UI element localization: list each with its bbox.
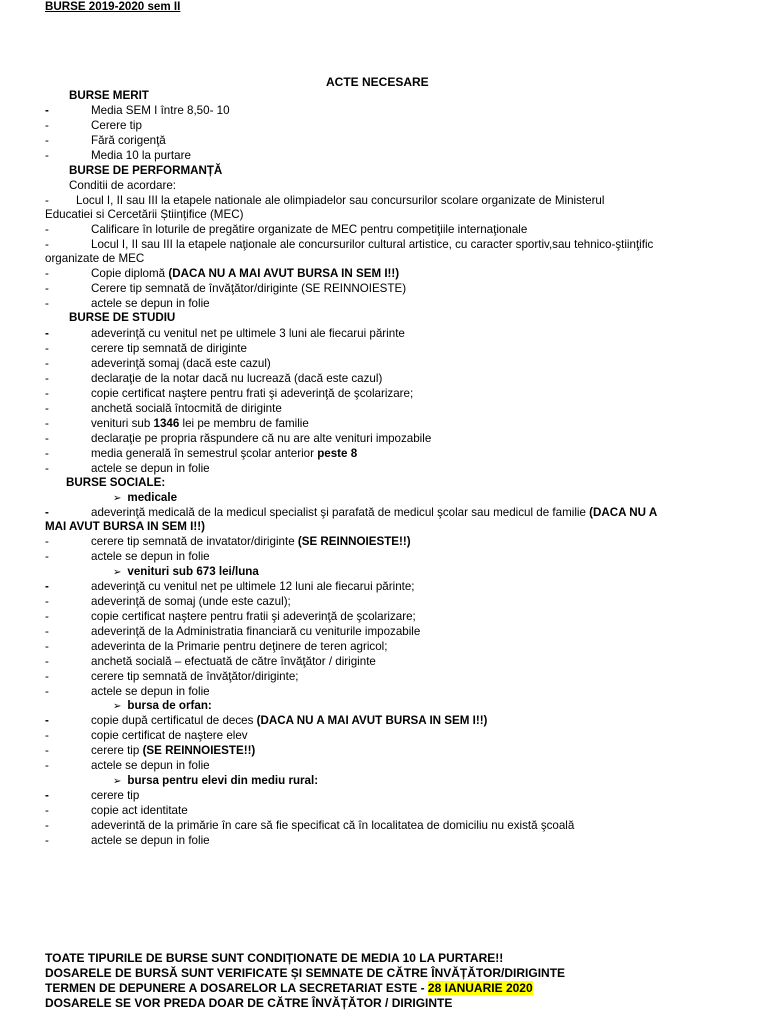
list-item-continuation: organizate de MEC xyxy=(45,252,145,265)
subsection-heading-venituri: ➢ venituri sub 673 lei/luna xyxy=(113,565,259,578)
list-item-continuation: MAI AVUT BURSA IN SEM I!!) xyxy=(45,520,205,533)
subsection-heading-rural: ➢ bursa pentru elevi din mediu rural: xyxy=(113,774,319,787)
footer-line: DOSARELE SE VOR PREDA DOAR DE CĂTRE ÎNVĂȚĂTOR / DIRIGINTE xyxy=(45,996,453,1010)
section-heading-merit: BURSE MERIT xyxy=(69,89,149,102)
subsection-heading-medicale: ➢ medicale xyxy=(113,491,178,504)
subsection-heading-orfan: ➢ bursa de orfan: xyxy=(113,699,212,712)
footer-deadline-line: TERMEN DE DEPUNERE A DOSARELOR LA SECRETARIAT ESTE - 28 IANUARIE 2020 xyxy=(45,981,533,995)
conditions-label: Conditii de acordare: xyxy=(69,179,176,192)
document-title: ACTE NECESARE xyxy=(326,75,429,89)
footer-line: DOSARELE DE BURSĂ SUNT VERIFICATE ȘI SEMNATE DE CĂTRE ÎNVĂȚĂTOR/DIRIGINTE xyxy=(45,966,566,980)
arrow-bullet-icon: ➢ xyxy=(113,776,122,787)
section-heading-sociale: BURSE SOCIALE: xyxy=(66,476,166,489)
arrow-bullet-icon: ➢ xyxy=(113,493,122,504)
arrow-bullet-icon: ➢ xyxy=(113,701,122,712)
footer-line: TOATE TIPURILE DE BURSE SUNT CONDIȚIONATE DE MEDIA 10 LA PURTARE!! xyxy=(45,951,504,965)
document-page: BURSE 2019-2020 sem II ACTE NECESARE BURSE MERIT - Media SEM I între 8,50- 10 - Cerere tip - Fără corigenţă - Media 10 la purtare BURSE DE PERFORMANȚĂ Conditii de acordare: - Locul I, II sau III la etapele nationale ale olimpiadelor sau concursurilor scolare organizate de Ministerul Educatiei si Cercetării Științifice (MEC) - Calificare în loturile de pregătire organizate de MEC pentru competiţiile internaţionale - Locul I, II sau III la etapele naţionale ale concursurilor cultural artistice, cu caracter sportiv,sau tehnico-ştiinţific organizate de MEC - Copie diplomă (DACA NU A MAI AVUT BURSA IN SEM I!!) - Cerere tip semnată de învăţător/diriginte (SE REINNOIESTE) - actele se depun in folie BURSE DE STUDIU - adeverinţă cu venitul net pe ultimele 3 luni ale fiecarui părinte - cerere tip semnată de diriginte - adeverinţă somaj (dacă este cazul) - declaraţie de la notar dacă nu lucrează (dacă este cazul) - copie certificat naştere pentru frati şi adeverinţă de şcolarizare; - anchetă socială întocmită de diriginte - venituri sub 1346 lei pe membru de familie - declaraţie pe propria răspundere că nu are alte venituri impozabile - media generală în semestrul şcolar anterior peste 8 - actele se depun in folie BURSE SOCIALE: ➢ medicale - adeverinţă medicală de la medicul specialist şi parafată de medicul şcolar sau medicul de familie (DACA NU A MAI AVUT BURSA IN SEM I!!) - cerere tip semnată de invatator/diriginte (SE REINNOIESTE!!) - actele se depun in folie ➢ venituri sub 673 lei/luna - adeverinţă cu venitul net pe ultimele 12 luni ale fiecarui părinte; - adeverinţă de somaj (unde este cazul); - copie certificat naştere pentru fratii şi adeverinţă de şcolarizare; - adeverinţă de la Administratia financiară cu veniturile impozabile - adeverinta de la Primarie pentru deţinere de teren agricol; - anchetă socială – efectuată de către învăţător / diriginte - cerere tip semnată de învăţător/diriginte; - actele se depun in folie ➢ bursa de orfan: - copie după certificatul de deces (DACA NU A MAI AVUT BURSA IN SEM I!!) - copie certificat de naştere elev - cerere tip (SE REINNOIESTE!!) - actele se depun in folie ➢ bursa pentru elevi din mediu rural: - cerere tip - copie act identitate - adeverintă de la primărie în care să fie specificat că în localitatea de domiciliu nu există şcoală - actele se depun in folie TOATE TIPURILE DE BURSE SUNT CONDIȚIONATE DE MEDIA 10 LA PURTARE!! DOSARELE DE BURSĂ SUNT VERIFICATE ȘI SEMNATE DE CĂTRE ÎNVĂȚĂTOR/DIRIGINTE TERMEN DE DEPUNERE A DOSARELOR LA SECRETARIAT ESTE - 28 IANUARIE 2020 DOSARELE SE VOR PREDA DOAR DE CĂTRE ÎNVĂȚĂTOR / DIRIGINTE xyxy=(45,0,658,1010)
section-heading-performanta: BURSE DE PERFORMANȚĂ xyxy=(69,164,223,177)
section-heading-studiu: BURSE DE STUDIU xyxy=(69,311,176,324)
document-header-title: BURSE 2019-2020 sem II xyxy=(45,0,181,13)
deadline-date-highlight: 28 IANUARIE 2020 xyxy=(427,981,533,995)
arrow-bullet-icon: ➢ xyxy=(113,567,122,578)
list-item-continuation: Educatiei si Cercetării Științifice (MEC) xyxy=(45,208,244,221)
